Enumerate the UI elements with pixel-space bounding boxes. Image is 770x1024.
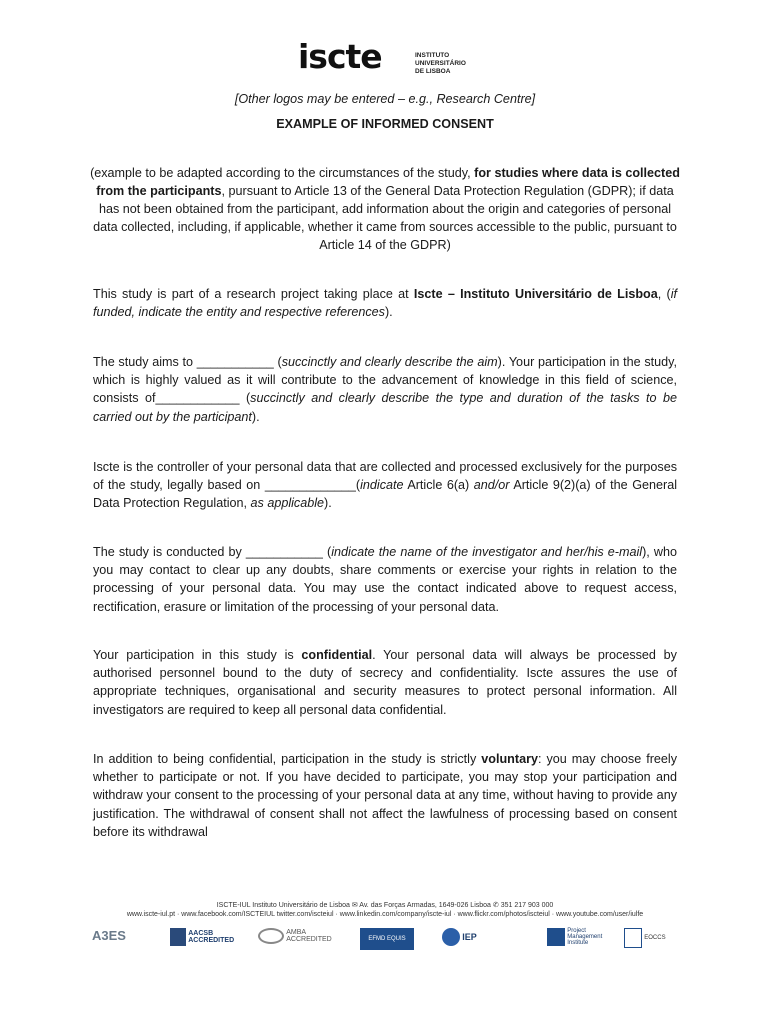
other-logos-note: [Other logos may be entered – e.g., Research Centre] bbox=[234, 92, 536, 106]
amba-logo: AMBA ACCREDITED bbox=[258, 928, 326, 958]
accreditation-logos bbox=[92, 928, 682, 960]
intro-paragraph: (example to be adapted according to the circumstances of the study, for studies where data is collected from the participants, pursuant to Article 13 of the General Data Protection Regulation (GDPR); if data has not been obtained from the participant, add information about the origin and categories of personal data collected, including, if applicable, whether it came from sources accessible to the public, pursuant to Article 14 of the GDPR) bbox=[90, 166, 680, 252]
paragraph-confidential: Your participation in this study is confidential. Your personal data will always be processed by authorised personnel bound to the duty of secrecy and confidentiality. Iscte assures the use of appropriate techniques, organisational and security measures to protect personal information. All investigators are required to keep all personal data confidential. bbox=[93, 648, 677, 717]
eoccs-logo: EOCCS bbox=[624, 928, 666, 958]
paragraph-project: This study is part of a research project taking place at Iscte – Instituto Universitário de Lisboa, (if funded, indicate the entity and respective references). bbox=[93, 287, 677, 320]
paragraph-investigator: The study is conducted by ___________ (indicate the name of the investigator and her/his e-mail), who you may contact to clear up any doubts, share comments or exercise your rights in relation to the processing of your personal data. You may use the contact indicated above to request access, rectification, erasure or limitation of the processing of your personal data. bbox=[93, 545, 678, 614]
document-title: EXAMPLE OF INFORMED CONSENT bbox=[276, 117, 494, 131]
paragraph-aim: The study aims to ___________ (succinctly and clearly describe the aim). Your participation in the study, which is highly valued as it will contribute to the advancement of knowledge in this field of science, consists of____________ (succinctly and clearly describe the type and duration of the tasks to be carried out by the participant). bbox=[93, 355, 677, 424]
footer-links: www.iscte-iul.pt · www.facebook.com/ISCTEIUL twitter.com/iscteiul · www.linkedin.com/company/iscte-iul · www.flickr.com/photos/iscteiul · www.youtube.com/user/iulfe bbox=[126, 911, 644, 918]
pmi-logo: Project Management Institute bbox=[547, 928, 603, 958]
logo-subtitle: INSTITUTO UNIVERSITÁRIO DE LISBOA bbox=[415, 52, 466, 75]
iscte-logo bbox=[298, 37, 478, 80]
equis-logo: EFMD EQUIS bbox=[360, 928, 414, 958]
iep-logo: IEP bbox=[442, 928, 477, 958]
paragraph-voluntary: In addition to being confidential, participation in the study is strictly voluntary: you may choose freely whether to participate or not. If you have decided to participate, you may stop your participation and withdraw your consent to the processing of your personal data at any time, without having to provide any justification. The withdrawal of consent shall not affect the lawfulness of processing based on consent before its withdrawal bbox=[93, 752, 678, 839]
footer-address: ISCTE-IUL Instituto Universitário de Lisboa ✉ Av. das Forças Armadas, 1649-026 Lisboa ✆ 351 217 903 000 bbox=[216, 902, 554, 909]
paragraph-controller: Iscte is the controller of your personal data that are collected and processed exclusively for the purposes of the study, legally based on _____________(indicate Article 6(a) and/or Article 9(2)(a) of the General Data Protection Regulation, as applicable). bbox=[93, 460, 678, 511]
a3es-logo: A3ES bbox=[92, 928, 126, 943]
logo-word: iscte bbox=[298, 37, 382, 76]
aacsb-logo: AACSB ACCREDITED bbox=[170, 928, 232, 958]
